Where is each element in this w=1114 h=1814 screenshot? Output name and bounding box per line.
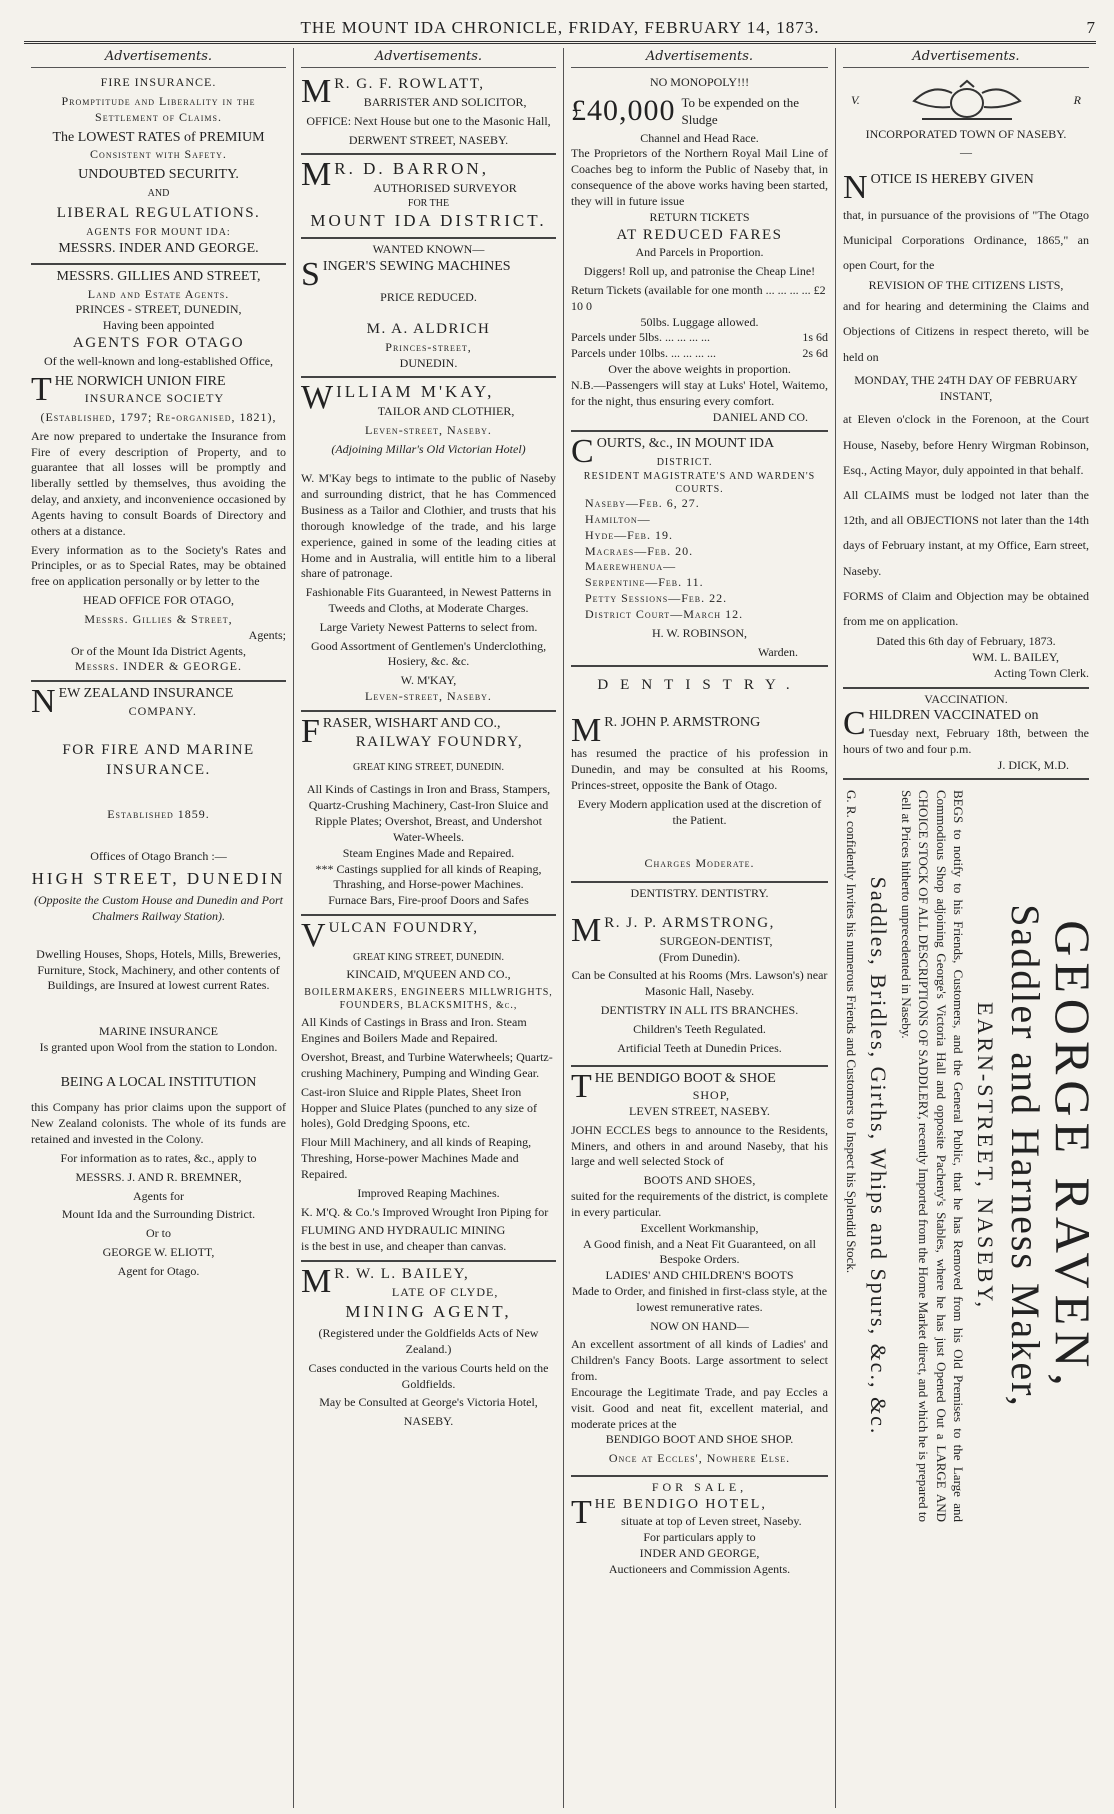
- ad-line: Messrs. Gillies & Street,: [84, 611, 233, 626]
- ad-line: Offices of Otago Branch :—: [90, 848, 227, 863]
- ad-heading: R. D. BARRON,: [334, 159, 489, 179]
- ad-line: NO MONOPOLY!!!: [649, 75, 750, 90]
- ad-line: situate at top of Leven street, Naseby.: [621, 1514, 802, 1529]
- drop-cap: S: [301, 256, 320, 294]
- ad-body: Every Modern application used at the discretion of the Patient.: [577, 796, 822, 827]
- vaccination-ad: [843, 689, 1089, 781]
- ad-line: BENDIGO BOOT AND SHOE SHOP.: [605, 1432, 794, 1447]
- ad-line: FOR SALE,: [651, 1480, 748, 1495]
- ad-line: Mount Ida and the Surrounding District.: [61, 1207, 256, 1222]
- nz-insurance-ad: [31, 682, 286, 1285]
- ad-line: MESSRS. INDER AND GEORGE.: [58, 240, 259, 256]
- ad-line: Charges Moderate.: [644, 856, 755, 871]
- ad-line: RAILWAY FOUNDRY,: [355, 734, 524, 751]
- ad-line: AGENTS FOR OTAGO: [72, 335, 245, 351]
- ad-line: FLUMING AND HYDRAULIC MINING: [301, 1223, 506, 1238]
- ad-line: INDER AND GEORGE,: [639, 1546, 760, 1561]
- drop-cap: C: [843, 705, 866, 743]
- ad-heading: R. W. L. BAILEY,: [334, 1266, 470, 1283]
- ad-line: (Adjoining Millar's Old Victorian Hotel): [331, 441, 526, 456]
- drop-cap: M: [571, 712, 602, 750]
- column-header: Advertisements.: [843, 48, 1089, 68]
- ad-heading: OTICE IS HEREBY GIVEN: [870, 171, 1034, 187]
- ad-body: Good Assortment of Gentlemen's Underclothing, Hosiery, &c. &c.: [310, 638, 547, 669]
- ad-line: (Established, 1797; Re-organised, 1821),: [40, 409, 277, 424]
- ad-line: LIBERAL REGULATIONS.: [56, 204, 261, 221]
- ad-line: FOR FIRE AND MARINE: [62, 742, 255, 759]
- ad-body: that, in pursuance of the provisions of "The Otago Municipal Corporations Ordinance, 1865," an open Court, for the: [843, 207, 1089, 273]
- hotel-ad: [571, 1477, 828, 1583]
- raven-ad: [843, 786, 1101, 1526]
- court-date: Hamilton—: [585, 511, 651, 526]
- ad-line: Improved Reaping Machines.: [357, 1185, 500, 1200]
- ad-line: DISTRICT.: [656, 456, 713, 468]
- column-4: [836, 48, 1101, 1808]
- ad-line: Land and Estate Agents.: [87, 286, 230, 301]
- ad-heading: R. J. P. ARMSTRONG,: [604, 915, 775, 931]
- court-date: Naseby—Feb. 6, 27.: [585, 496, 700, 511]
- ad-line: INSURANCE SOCIETY: [84, 391, 225, 406]
- ad-heading: RASER, WISHART AND CO.,: [322, 715, 501, 731]
- ad-line: Or to: [146, 1226, 171, 1241]
- ad-body: Cast-iron Sluice and Ripple Plates, Sheet Iron Hopper and Sluice Plates (punched to any size of holes), Gold Dredging Spoons, etc.: [301, 1084, 537, 1131]
- ad-body: and for hearing and determining the Claims and Objections of Citizens in respect thereto, will be held on: [843, 299, 1089, 364]
- ad-line: Dated this 6th day of February, 1873.: [876, 634, 1056, 649]
- ad-body: All Kinds of Castings in Brass and Iron. Steam Engines and Boilers Made and Repaired.: [301, 1015, 527, 1046]
- ad-line: REVISION OF THE CITIZENS LISTS,: [868, 278, 1064, 293]
- ad-line: Agents;: [248, 627, 286, 642]
- fare-price: 2s 6d: [802, 346, 828, 361]
- ad-line: UNDOUBTED SECURITY.: [78, 166, 239, 182]
- ad-line: FOR THE: [407, 197, 450, 209]
- ad-line: INCORPORATED TOWN OF NASEBY.: [865, 127, 1067, 142]
- ad-body: Quartz-Crushing Machinery, Cast-Iron Sluice and Ripple Plates; Overshot, Breast, and Undershot Water-Wheels.: [308, 798, 549, 844]
- ad-heading: INGER'S SEWING MACHINES: [322, 259, 511, 275]
- ad-body: Fashionable Fits Guaranteed, in Newest Patterns in Tweeds and Cloths, at Moderate Charges.: [305, 585, 552, 615]
- ad-line: Having been appointed: [102, 318, 215, 333]
- fare-row: [571, 346, 828, 362]
- drop-cap: M: [301, 1263, 332, 1301]
- court-date: District Court—March 12.: [585, 606, 744, 621]
- ad-body: All Kinds of Castings in Iron and Brass, Stampers,: [306, 782, 551, 797]
- ad-body: Steam Engines Made and Repaired.: [342, 845, 515, 860]
- ad-heading: HILDREN VACCINATED on: [868, 708, 1039, 724]
- column-1: [24, 48, 294, 1808]
- ad-line: DERWENT STREET, NASEBY.: [348, 132, 509, 147]
- ad-line: WM. L. BAILEY,: [972, 649, 1059, 664]
- rowlatt-ad: [301, 72, 556, 155]
- ad-heading: HE BENDIGO HOTEL,: [594, 1496, 767, 1512]
- ad-body: W. M'Kay begs to intimate to the public of Naseby and surrounding district, that he has Commenced Business as a Tailor and Clothier, and trusts that his thorough knowledge of the trade, and his large experience, gained in some of the leading cities at Home and in Australia, will entitle him to a liberal share of patronage.: [301, 471, 556, 581]
- drop-cap: M: [301, 73, 332, 111]
- column-3: [564, 48, 836, 1808]
- mckay-ad: [301, 378, 556, 712]
- raven-ad-rotated: [839, 786, 1103, 1526]
- ad-line: PRICE REDUCED.: [380, 290, 477, 305]
- ad-body: *** Castings supplied for all kinds of Reaping, Thrashing, and Horse-power Machines.: [315, 861, 542, 892]
- ad-line: BEING A LOCAL INSTITUTION: [60, 1074, 257, 1090]
- ad-heading: EW ZEALAND INSURANCE: [58, 686, 234, 702]
- ad-body: K. M'Q. & Co.'s Improved Wrought Iron Piping for: [301, 1204, 549, 1219]
- bendigo-boot-ad: [571, 1067, 828, 1478]
- ad-line: COMPANY.: [128, 703, 197, 718]
- ad-body: The Proprietors of the Northern Royal Mail Line of Coaches beg to inform the Public of Naseby that, in consequence of the above works having been started, they will in future issue: [571, 146, 828, 208]
- barron-ad: [301, 155, 556, 239]
- ad-line: Auctioneers and Commission Agents.: [608, 1561, 791, 1576]
- ad-line: (Opposite the Custom House and Dunedin and Port Chalmers Railway Station).: [34, 893, 283, 923]
- ad-line: DUNEDIN.: [399, 355, 458, 370]
- ad-body: Dwelling Houses, Shops, Hotels, Mills, Breweries, Furniture, Stock, Machinery, and other contents of Buildings, are Insured at lowest current Rates.: [36, 946, 281, 993]
- fare-label: Parcels under 5lbs. ... ... ... ...: [571, 330, 710, 345]
- column-header: Advertisements.: [301, 48, 556, 68]
- ad-line: For information as to rates, &c., apply to: [60, 1150, 257, 1165]
- ad-line: DANIEL AND CO.: [712, 409, 808, 424]
- ad-heading: HE NORWICH UNION FIRE: [54, 373, 226, 389]
- masthead-title: THE MOUNT IDA CHRONICLE, FRIDAY, FEBRUARY 14, 1873.: [300, 18, 820, 37]
- ad-line: GREAT KING STREET, DUNEDIN.: [352, 952, 504, 964]
- ad-line: AND: [147, 188, 170, 200]
- ad-line: MONDAY, THE 24TH DAY OF FEBRUARY INSTANT,: [854, 372, 1078, 403]
- ad-line: And Parcels in Proportion.: [635, 245, 764, 260]
- town-notice-ad: V. R INCORPORATED TOWN OF NASEBY. — NOTICE IS HEREBY GIVEN that, in pursuance of the provisions of "The Otago Municipal Corporations Ordinance, 1865," an open Court, for the REVISION OF THE CITIZENS LISTS, and for hearing and determining the Claims and Objections of Citizens in respect thereto, will be held on MONDAY, THE 24TH DAY OF FEBRUARY INSTANT, at Eleven o'clock in the Forenoon, at the Court House, Naseby, before Henry Wirgman Robinson, Esq., Acting Mayor, duly appointed in that behalf. All CLAIMS must be lodged not later than the 12th, and all OBJECTIONS not later than the 14th days of February instant, at my Office, Earn street, Naseby. FORMS of Claim and Objection may be obtained from me on application. Dated this 6th day of February, 1873. WM. L. BAILEY, Acting Town Clerk.: [843, 72, 1089, 688]
- ad-line: BOOTS AND SHOES,: [643, 1173, 756, 1188]
- ad-line: KINCAID, M'QUEEN AND CO.,: [346, 967, 511, 982]
- ad-heading: OURTS, &c., IN MOUNT IDA: [596, 436, 775, 452]
- fare-row: [571, 330, 828, 346]
- page-number: 7: [1086, 18, 1096, 37]
- ad-line: H. W. ROBINSON,: [651, 625, 747, 640]
- ad-line: WANTED KNOWN—: [372, 242, 485, 257]
- dentistry2-ad: [571, 883, 828, 1066]
- ad-line: HEAD OFFICE FOR OTAGO,: [82, 593, 235, 608]
- raven-closing: G. R. confidently Invites his numerous Friends and Customers to Inspect his Splendid Stock.: [844, 790, 860, 1274]
- ad-line: Of the well-known and long-established Office,: [43, 353, 274, 368]
- fare-price: 1s 6d: [802, 330, 828, 345]
- masthead: [24, 18, 1096, 44]
- ad-body: Large Variety Newest Patterns to select from.: [319, 619, 538, 634]
- raven-body: BEGS to notify to his Friends, Customers, and the General Public, that he has Removed from his Old Premises to the Large and Commodious Shop adjoining George's Victoria Hall and opposite Pacheny's Stables, where he has just Opened Out a LARGE AND CHOICE STOCK OF ALL DESCRIPTIONS OF SADDLERY, recently Imported from the Home Market direct, and which he is prepared to Sell at Prices hitherto unprecedented in Naseby.: [898, 790, 967, 1523]
- ad-line: INSURANCE.: [106, 762, 211, 779]
- raven-name: GEORGE RAVEN,: [1045, 920, 1101, 1393]
- ad-line: Or of the Mount Ida District Agents,: [71, 643, 246, 658]
- ad-body: suited for the requirements of the district, is complete in every particular.: [571, 1189, 828, 1219]
- column-header: Advertisements.: [31, 48, 286, 68]
- ad-line: Consistent with Safety.: [90, 147, 227, 162]
- drop-cap: T: [571, 1493, 592, 1531]
- ad-line: Excellent Workmanship,: [640, 1220, 759, 1235]
- court-date: Maerewhenua—: [585, 559, 677, 574]
- ad-line: GEORGE W. ELIOTT,: [102, 1245, 215, 1260]
- ad-body: at Eleven o'clock in the Forenoon, at the Court House, Naseby, before Henry Wirgman Robinson, Esq., Acting Mayor, duly appointed in that behalf.: [843, 412, 1089, 477]
- ad-line: GREAT KING STREET, DUNEDIN.: [352, 762, 504, 774]
- ad-line: LEVEN STREET, NASEBY.: [629, 1103, 770, 1118]
- ad-body: Can be Consulted at his Rooms (Mrs. Lawson's) near Masonic Hall, Naseby.: [571, 968, 828, 999]
- ad-line: Leven-street, Naseby.: [365, 689, 492, 704]
- ad-body: An excellent assortment of all kinds of Ladies' and Children's Fancy Boots. Large assortment to select from.: [571, 1337, 828, 1384]
- ad-body: Every information as to the Society's Rates and Principles, or as to Special Rates, may be obtained free on application personally or by letter to the: [31, 542, 286, 589]
- ad-line: LADIES' AND CHILDREN'S BOOTS: [605, 1268, 794, 1283]
- ad-body: JOHN ECCLES begs to announce to the Residents, Miners, and others in and around Naseby, that his large and well selected Stock of: [571, 1122, 828, 1169]
- ad-line: Messrs. INDER & GEORGE.: [75, 659, 242, 674]
- ad-line: To be expended on the Sludge: [681, 94, 799, 127]
- coach-ad: [571, 72, 828, 432]
- ad-body: this Company has prior claims upon the support of New Zealand colonists. The whole of its funds are retained and invested in the Colony.: [31, 1100, 286, 1147]
- ad-line: Agents for: [133, 1188, 184, 1203]
- dentistry-ad: [571, 667, 828, 883]
- ad-line: A Good finish, and a Neat Fit Guaranteed, on all Bespoke Orders.: [583, 1236, 816, 1267]
- court-date: Serpentine—Feb. 11.: [585, 575, 704, 590]
- fare-label: Parcels under 10lbs. ... ... ... ...: [571, 346, 716, 361]
- ad-title: DENTISTRY. DENTISTRY.: [630, 886, 769, 901]
- ad-line: Leven-street, Naseby.: [365, 422, 492, 437]
- ad-body: Furnace Bars, Fire-proof Doors and Safes: [328, 893, 529, 908]
- ad-line: RESIDENT MAGISTRATE'S AND WARDEN'S COURTS.: [583, 470, 816, 495]
- ad-line: Diggers! Roll up, and patronise the Cheap Line!: [583, 264, 816, 279]
- ad-body: All CLAIMS must be lodged not later than the 12th, and all OBJECTIONS not later than the 14th days of February instant, at my Office, Earn street, Naseby.: [843, 487, 1089, 578]
- ad-line: AGENTS FOR MOUNT IDA:: [86, 227, 231, 239]
- ad-line: Established 1859.: [107, 807, 210, 822]
- ad-line: J. DICK, M.D.: [997, 757, 1069, 772]
- court-date: Petty Sessions—Feb. 22.: [585, 591, 728, 606]
- drop-cap: W: [301, 379, 334, 417]
- ad-line: W. M'KAY,: [400, 673, 457, 688]
- ad-title: VACCINATION.: [924, 691, 1008, 706]
- column-header: Advertisements.: [571, 48, 828, 68]
- ad-line: HIGH STREET, DUNEDIN: [31, 868, 286, 888]
- ad-line: AUTHORISED SURVEYOR: [373, 180, 517, 195]
- ad-line: MESSRS. J. AND R. BREMNER,: [75, 1169, 242, 1184]
- ad-line: MESSRS. GILLIES AND STREET,: [56, 269, 261, 285]
- ad-line: For particulars apply to: [643, 1530, 756, 1545]
- ad-line: 50lbs. Luggage allowed.: [640, 314, 759, 329]
- drop-cap: V: [301, 917, 326, 955]
- raven-goods: Saddles, Bridles, Girths, Whips and Spurs, &c., &c.: [866, 877, 892, 1436]
- singer-ad: [301, 239, 556, 378]
- ad-line: Once at Eccles', Nowhere Else.: [608, 1451, 791, 1466]
- ad-line: Over the above weights in proportion.: [608, 362, 791, 377]
- ad-line: TAILOR AND CLOTHIER,: [377, 403, 515, 418]
- ad-body: Made to Order, and finished in first-class style, at the lowest remunerative rates.: [571, 1284, 828, 1314]
- drop-cap: N: [843, 168, 868, 206]
- ad-line: Warden.: [757, 644, 798, 659]
- ad-line: MINING AGENT,: [345, 1301, 512, 1321]
- royal-crest: [851, 79, 1081, 123]
- ad-body: Encourage the Legitimate Trade, and pay Eccles a visit. Good and neat fit, excellent material, and moderate prices at the: [571, 1384, 828, 1431]
- ad-body: has resumed the practice of his profession in Dunedin, and may be consulted at his Rooms, Princes-street, opposite the Bank of Otago.: [571, 746, 828, 792]
- ad-line: Cases conducted in the various Courts held on the Goldfields.: [308, 1360, 549, 1391]
- ad-line: NOW ON HAND—: [650, 1318, 749, 1333]
- ad-line: Return Tickets (available for one month ... ... ... ... £2 10 0: [571, 283, 826, 313]
- ad-body: FORMS of Claim and Objection may be obtained from me on application.: [843, 588, 1089, 628]
- ad-line: M. A. ALDRICH: [366, 320, 491, 337]
- court-date: Macraes—Feb. 20.: [585, 543, 694, 558]
- fraser-ad: [301, 712, 556, 916]
- ad-heading: HE BENDIGO BOOT & SHOE: [594, 1070, 776, 1086]
- ad-line: SHOP,: [692, 1088, 731, 1103]
- fire-insurance-ad: [31, 72, 286, 265]
- bailey-mining-ad: [301, 1262, 556, 1435]
- drop-cap: M: [301, 156, 332, 194]
- drop-cap: F: [301, 712, 320, 750]
- ad-line: The LOWEST RATES of PREMIUM: [52, 129, 265, 145]
- ad-line: MARINE INSURANCE: [98, 1024, 218, 1039]
- vulcan-ad: [301, 916, 556, 1262]
- ad-line: Agent for Otago.: [117, 1263, 200, 1278]
- ad-body: Are now prepared to undertake the Insurance from Fire of every description of Property, and to guarantee that all losses will be promptly and liberally settled by themselves, thus avoiding the delay, and anxiety, and inconvenience occasioned by Agents having to consult Boards of Directory and others at a distance.: [31, 428, 286, 538]
- ad-line: OFFICE: Next House but one to the Masonic Hall,: [306, 113, 551, 128]
- ad-line: BARRISTER AND SOLICITOR,: [363, 94, 527, 109]
- ad-body: Flour Mill Machinery, and all kinds of Reaping, Threshing, Horse-power Machines Made and Repaired.: [301, 1135, 532, 1181]
- ad-body: Overshot, Breast, and Turbine Waterwheels; Quartz-crushing Machinery, Pumping and Winding Gear.: [301, 1050, 553, 1080]
- ad-body: N.B.—Passengers will stay at Luks' Hotel, Waitemo, for the night, thus ensuring every comfort.: [571, 377, 828, 408]
- drop-cap: T: [571, 1067, 592, 1105]
- raven-street: EARN-STREET, NASEBY,: [973, 1002, 999, 1311]
- raven-trade: Saddler and Harness Maker,: [1003, 904, 1049, 1409]
- ad-line: LATE OF CLYDE,: [391, 1284, 499, 1299]
- ad-line: Princes-street,: [385, 339, 472, 354]
- court-date: Hyde—Feb. 19.: [585, 527, 674, 542]
- ad-line: May be Consulted at George's Victoria Hotel,: [319, 1395, 538, 1410]
- ad-heading: R. G. F. ROWLATT,: [334, 76, 485, 93]
- ad-line: (Registered under the Goldfields Acts of New Zealand.): [318, 1326, 539, 1356]
- ad-line: MOUNT IDA DISTRICT.: [310, 210, 547, 230]
- ad-line: (From Dunedin).: [658, 949, 741, 964]
- ad-line: BOILERMAKERS, ENGINEERS MILLWRIGHTS, FOUNDERS, BLACKSMITHS, &c.,: [304, 987, 553, 1012]
- crest-letter: V.: [851, 93, 860, 108]
- ad-line: is the best in use, and cheaper than canvas.: [301, 1239, 507, 1254]
- amount: £40,000: [571, 93, 676, 127]
- ad-line: RETURN TICKETS: [649, 209, 750, 224]
- coat-of-arms-icon: [892, 79, 1042, 123]
- drop-cap: N: [31, 683, 56, 721]
- ad-heading: ULCAN FOUNDRY,: [328, 920, 479, 937]
- drop-cap: M: [571, 912, 602, 949]
- ad-title: FIRE INSURANCE.: [100, 75, 217, 90]
- ad-body: Tuesday next, February 18th, between the hours of two and four p.m.: [843, 725, 1089, 756]
- drop-cap: T: [31, 370, 52, 408]
- ad-line: Is granted upon Wool from the station to London.: [39, 1040, 278, 1055]
- ad-line: SURGEON-DENTIST,: [659, 933, 773, 948]
- ad-heading: ILLIAM M'KAY,: [336, 382, 495, 402]
- ad-line: Channel and Head Race.: [640, 130, 759, 145]
- column-2: [294, 48, 564, 1808]
- norwich-union-ad: [31, 265, 286, 682]
- drop-cap: C: [571, 433, 594, 471]
- courts-ad: [571, 432, 828, 667]
- ad-line: Children's Teeth Regulated.: [633, 1021, 766, 1036]
- court-dates: [571, 496, 828, 623]
- crest-letter: R: [1073, 93, 1081, 108]
- ad-title: DENTISTRY.: [597, 677, 802, 694]
- ad-line: DENTISTRY IN ALL ITS BRANCHES.: [600, 1003, 799, 1018]
- ad-line: PRINCES - STREET, DUNEDIN,: [75, 302, 242, 317]
- ad-line: Promptitude and Liberality in the Settlement of Claims.: [61, 93, 256, 124]
- ad-line: AT REDUCED FARES: [616, 226, 783, 243]
- ad-line: Artificial Teeth at Dunedin Prices.: [617, 1040, 782, 1055]
- ad-heading: R. JOHN P. ARMSTRONG: [604, 715, 761, 731]
- ad-line: Acting Town Clerk.: [993, 665, 1089, 680]
- ad-line: NASEBY.: [403, 1414, 454, 1429]
